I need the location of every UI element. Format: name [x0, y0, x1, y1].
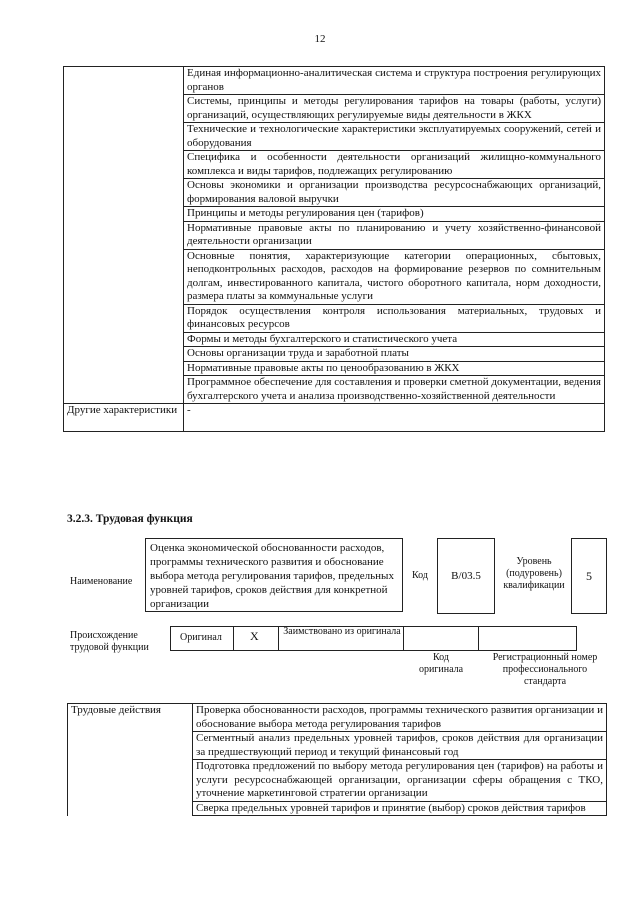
knowledge-item: Единая информационно-аналитическая система и структура построения регулирующих органов: [184, 67, 605, 95]
other-characteristics-value: -: [184, 404, 605, 432]
original-label: Оригинал: [180, 632, 222, 643]
knowledge-item: Нормативные правовые акты по планированию и учету хозяйственно-финансовой деятельности организации: [184, 221, 605, 249]
level-value: 5: [586, 569, 592, 583]
knowledge-table: [63, 66, 605, 432]
code-label: Код: [412, 570, 428, 581]
code-original-label: Код оригинала: [418, 652, 464, 675]
original-mark: X: [250, 629, 259, 643]
reg-number-label: Регистрационный номер профессионального стандарта: [492, 652, 598, 687]
labor-action-item: Сегментный анализ предельных уровней тарифов, сроков действия для организации за предшествующий период и текущий финансовый год: [193, 732, 607, 760]
page-number: 12: [314, 33, 326, 45]
other-characteristics-label: Другие характеристики: [64, 404, 184, 432]
actions-table: [67, 703, 607, 816]
knowledge-item: Основы экономики и организации производства ресурсоснабжающих организаций, формирования валовой выручки: [184, 179, 605, 207]
borrowed-label: Заимствовано из оригинала: [283, 626, 401, 637]
knowledge-item: Основные понятия, характеризующие категории операционных, сбытовых, неподконтрольных расходов, расходов на формирование резервов по сомнительным долгам, инвестированного капитала, чистого оборотного капитала, норм доходности, размера платы за коммунальные услуги: [184, 249, 605, 304]
knowledge-item: Порядок осуществления контроля использования материальных, трудовых и финансовых ресурсов: [184, 304, 605, 332]
code-value-box: [437, 538, 495, 614]
code-value: B/03.5: [451, 570, 481, 582]
function-name: Оценка экономической обоснованности расходов, программы технического развития и обоснование выбора метода регулирования тарифов, предельных уровней тарифов, сроков действия для конкретной организации: [150, 542, 394, 610]
labor-action-item: Подготовка предложений по выбору метода регулирования цен (тарифов) на работы и услуги ресурсоснабжающей организации, организации сферы обращения с ТКО, уточнение маркетинговой стратегии организации: [193, 760, 607, 802]
function-name-box: [145, 538, 403, 612]
knowledge-item: Основы организации труда и заработной платы: [184, 347, 605, 362]
knowledge-item: Принципы и методы регулирования цен (тарифов): [184, 207, 605, 222]
knowledge-item: Технические и технологические характеристики эксплуатируемых сооружений, сетей и оборудования: [184, 123, 605, 151]
labor-action-item: Сверка предельных уровней тарифов и принятие (выбор) сроков действия тарифов: [193, 801, 607, 816]
level-label: Уровень (подуровень) квалификации: [503, 556, 565, 591]
labor-action-row: [68, 704, 607, 732]
knowledge-item: Специфика и особенности деятельности организаций жилищно-коммунального комплекса и виды тарифов, подлежащих регулированию: [184, 151, 605, 179]
name-label: Наименование: [70, 576, 133, 587]
section-heading: 3.2.3. Трудовая функция: [67, 513, 193, 525]
knowledge-item: Программное обеспечение для составления и проверки сметной документации, ведения бухгалтерского учета и анализа производственно-хозяйственной деятельности: [184, 376, 605, 404]
knowledge-item: Формы и методы бухгалтерского и статистического учета: [184, 332, 605, 347]
labor-action-item: Проверка обоснованности расходов, программы технического развития организации и обоснование выбора метода регулирования тарифов: [193, 704, 607, 732]
other-characteristics-row: [64, 404, 605, 432]
knowledge-row: [64, 67, 605, 95]
knowledge-item: Системы, принципы и методы регулирования тарифов на товары (работы, услуги) организаций, осуществляющих регулируемые виды деятельности в ЖКХ: [184, 95, 605, 123]
labor-actions-label: Трудовые действия: [68, 704, 193, 816]
knowledge-label-cell: [64, 67, 184, 404]
level-value-box: [571, 538, 607, 614]
origin-label: Происхождение трудовой функции: [70, 630, 149, 653]
knowledge-item: Нормативные правовые акты по ценообразованию в ЖКХ: [184, 361, 605, 376]
